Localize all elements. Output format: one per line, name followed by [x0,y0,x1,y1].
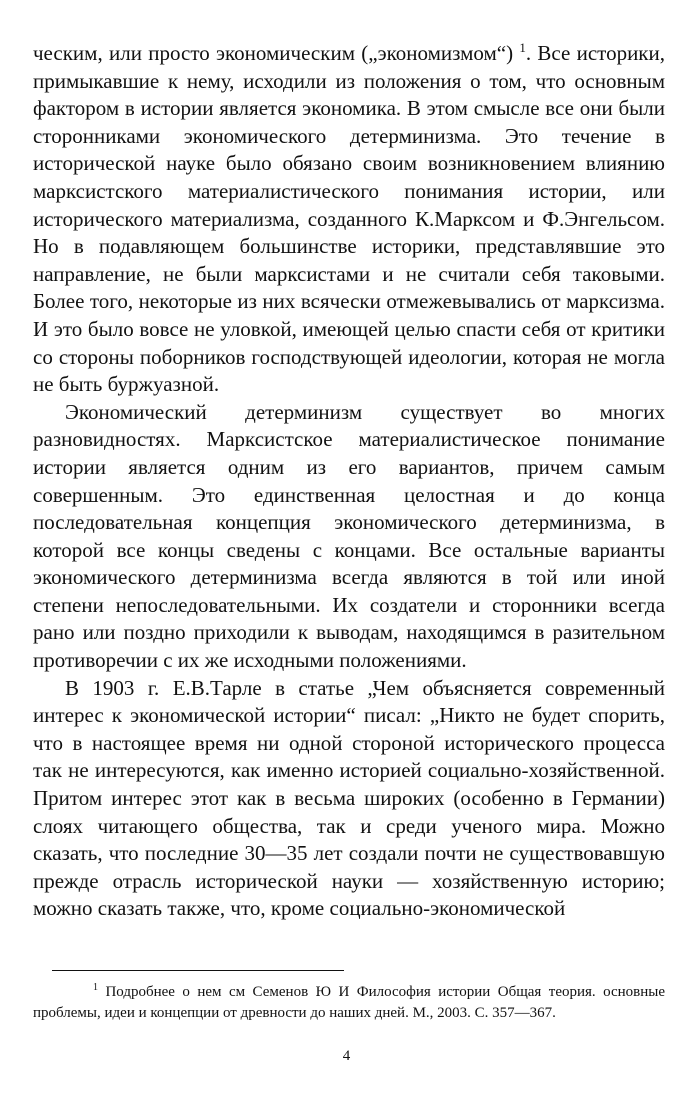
footnote-reference: 1 [519,40,526,55]
paragraph-3: В 1903 г. Е.В.Тарле в статье „Чем объясняется современный интерес к экономической истории“ писал: „Никто не будет спорить, что в настоящее время ни одной стороной исторического процесса так не интересуются, как именно историей социально-хозяйственной. Притом интерес этот как в весьма широких (особенно в Германии) слоях читающего общества, так и среди ученого мира. Можно сказать, что последние 30—35 лет создали почти не существовавшую прежде отрасль исторической науки — хозяйственную историю; можно сказать также, что, кроме социально-экономической [33,675,665,921]
paragraph-1 [33,40,665,399]
paragraph-2: Экономический детерминизм существует во многих разновидностях. Марксистское материалистическое понимание истории является одним из его вариантов, причем самым совершенным. Это единственная целостная и до конца последовательная концепция экономического детерминизма, в которой все концы сведены с концами. Все остальные варианты экономического детерминизма всегда являются в той или иной степени непоследовательными. Их создатели и сторонники всегда рано или поздно приходили к выводам, находящимся в разительном противоречии с их же исходными положениями. [33,399,665,673]
footnote-mark: 1 [93,982,98,993]
paragraph-1-rest: . Все историки, примыкавшие к нему, исходили из положения о том, что основным фактором в истории является экономика. В этом смысле все они были сторонниками экономического детерминизма. Это течение в исторической науке было обязано своим возникновением влиянию марксистского материалистического понимания истории, или исторического материализма, созданного К.Марксом и Ф.Энгельсом. Но в подавляющем большинстве историки, представлявшие это направление, не были марксистами и не считали себя таковыми. Более того, некоторые из них всячески отмежевывались от марксизма. И это было вовсе не уловкой, имеющей целью спасти себя от критики со стороны поборников господствующей идеологии, которая не могла не быть буржуазной. [33,41,665,397]
footnote-text: Подробнее о нем см Семенов Ю И Философия истории Общая теория. основные проблемы, идеи и концепции от древности до наших дней. М., 2003. С. 357—367. [33,984,666,1021]
footnote [33,982,665,1024]
main-text [33,40,665,923]
page-number: 4 [342,1048,351,1064]
footnote-divider [52,970,344,971]
paragraph-1-start: ческим, или просто экономическим („экономизмом“) [33,41,520,65]
